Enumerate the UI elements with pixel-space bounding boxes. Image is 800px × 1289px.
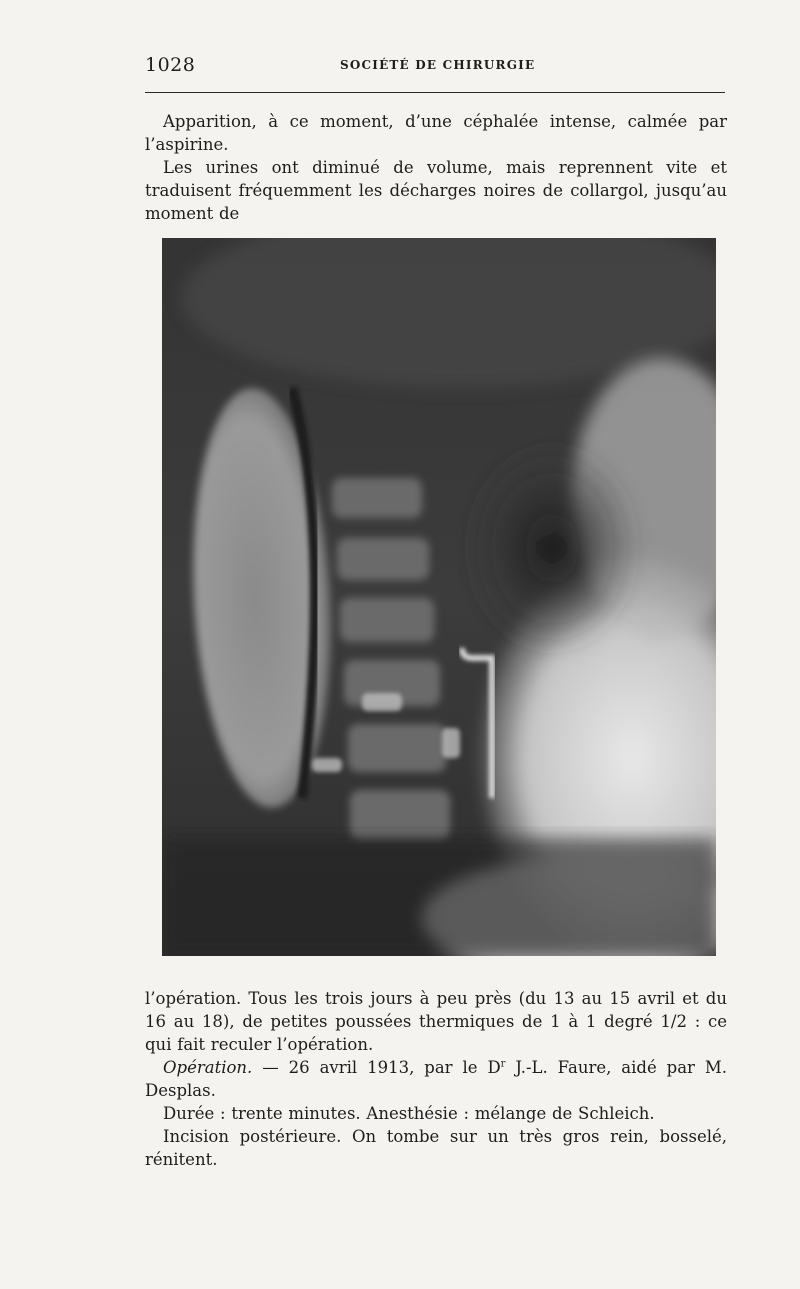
paragraph-operation <box>145 1056 727 1102</box>
page-header <box>145 54 725 84</box>
bottom-text-block <box>145 987 727 1171</box>
paragraph: Apparition, à ce moment, d’une céphalée intense, calmée par l’aspirine. <box>145 112 727 154</box>
operation-label: Opération. <box>163 1058 253 1077</box>
paragraph: Les urines ont diminué de volume, mais reprennent vite et traduisent fréquemment les décharges noires de collargol, jusqu’au moment de <box>145 158 727 223</box>
xray-radiograph-icon <box>162 238 716 956</box>
paragraph: l’opération. Tous les trois jours à peu près (du 13 au 15 avril et du 16 au 18), de petites poussées thermiques de 1 à 1 degré 1/2 : ce qui fait reculer l’opération. <box>145 989 727 1054</box>
operation-sup: r <box>500 1058 506 1070</box>
running-head: SOCIÉTÉ DE CHIRURGIE <box>340 58 536 72</box>
header-rule <box>145 92 725 93</box>
operation-text-b: J.-L. Faure, aidé par M. Desplas. <box>145 1058 727 1100</box>
operation-text-a: — 26 avril 1913, par le D <box>252 1058 501 1077</box>
paragraph: Incision postérieure. On tombe sur un très gros rein, bosselé, rénitent. <box>145 1127 727 1169</box>
page-number: 1028 <box>145 54 196 76</box>
xray-figure <box>162 238 716 956</box>
top-text-block <box>145 110 727 225</box>
paragraph: Durée : trente minutes. Anesthésie : mélange de Schleich. <box>163 1104 655 1123</box>
